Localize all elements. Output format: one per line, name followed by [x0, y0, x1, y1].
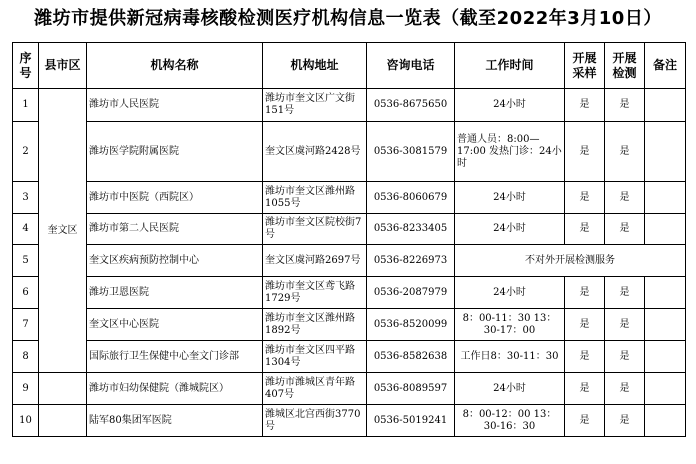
cell-phone: 0536-8089597 [367, 373, 455, 405]
cell-sampling: 是 [565, 373, 605, 405]
cell-name: 奎文区疾病预防控制中心 [87, 245, 263, 277]
cell-address: 奎文区虞河路2428号 [263, 122, 367, 182]
cell-name: 奎文区中心医院 [87, 309, 263, 341]
cell-hours: 24小时 [455, 89, 565, 122]
cell-county [39, 405, 87, 437]
cell-seq: 6 [13, 277, 39, 309]
table-row [13, 182, 686, 214]
cell-name: 潍坊市第二人民医院 [87, 214, 263, 245]
table-row [13, 214, 686, 245]
cell-note [645, 214, 686, 245]
header-hours: 工作时间 [455, 43, 565, 89]
cell-sampling: 是 [565, 341, 605, 373]
cell-sampling: 是 [565, 309, 605, 341]
cell-testing: 是 [605, 341, 645, 373]
table-row [13, 122, 686, 182]
cell-sampling: 是 [565, 89, 605, 122]
cell-phone: 0536-8675650 [367, 89, 455, 122]
table-row [13, 341, 686, 373]
cell-testing: 是 [605, 405, 645, 437]
cell-seq: 5 [13, 245, 39, 277]
cell-name: 潍坊市妇幼保健院（潍城院区） [87, 373, 263, 405]
cell-hours: 工作日8：30-11：30 [455, 341, 565, 373]
cell-name: 潍坊卫恩医院 [87, 277, 263, 309]
cell-note [645, 277, 686, 309]
header-testing: 开展检测 [605, 43, 645, 89]
cell-seq: 4 [13, 214, 39, 245]
cell-sampling: 是 [565, 214, 605, 245]
cell-address: 潍城区北宫西街3770号 [263, 405, 367, 437]
cell-phone: 0536-5019241 [367, 405, 455, 437]
cell-seq: 2 [13, 122, 39, 182]
cell-seq: 8 [13, 341, 39, 373]
header-name: 机构名称 [87, 43, 263, 89]
cell-county-group: 奎文区 [39, 89, 87, 373]
cell-testing: 是 [605, 214, 645, 245]
cell-address: 潍坊市奎文区四平路1304号 [263, 341, 367, 373]
header-note: 备注 [645, 43, 686, 89]
cell-address: 奎文区虞河路2697号 [263, 245, 367, 277]
cell-phone: 0536-8226973 [367, 245, 455, 277]
cell-note [645, 405, 686, 437]
cell-phone: 0536-8060679 [367, 182, 455, 214]
cell-phone: 0536-8520099 [367, 309, 455, 341]
header-sampling: 开展采样 [565, 43, 605, 89]
cell-seq: 9 [13, 373, 39, 405]
cell-address: 潍坊市潍城区青年路407号 [263, 373, 367, 405]
cell-seq: 10 [13, 405, 39, 437]
cell-seq: 3 [13, 182, 39, 214]
cell-hours: 24小时 [455, 214, 565, 245]
header-seq: 序号 [13, 43, 39, 89]
cell-hours: 24小时 [455, 277, 565, 309]
cell-phone: 0536-8582638 [367, 341, 455, 373]
cell-sampling: 是 [565, 277, 605, 309]
cell-address: 潍坊市奎文区鸢飞路1729号 [263, 277, 367, 309]
cell-phone: 0536-2087979 [367, 277, 455, 309]
cell-sampling: 是 [565, 182, 605, 214]
cell-hours: 8：00-12：00 13：30-16：30 [455, 405, 565, 437]
cell-name: 陆军80集团军医院 [87, 405, 263, 437]
cell-hours: 8：00-11：30 13：30-17：00 [455, 309, 565, 341]
header-county: 县市区 [39, 43, 87, 89]
table-row [13, 405, 686, 437]
cell-seq: 7 [13, 309, 39, 341]
cell-hours: 24小时 [455, 373, 565, 405]
header-row [13, 43, 686, 89]
cell-seq: 1 [13, 89, 39, 122]
cell-service-note: 不对外开展检测服务 [455, 245, 686, 277]
cell-note [645, 341, 686, 373]
cell-testing: 是 [605, 373, 645, 405]
cell-note [645, 122, 686, 182]
cell-county [39, 373, 87, 405]
cell-phone: 0536-3081579 [367, 122, 455, 182]
cell-name: 潍坊市人民医院 [87, 89, 263, 122]
cell-name: 潍坊市中医院（西院区） [87, 182, 263, 214]
cell-hours: 普通人员：8:00—17:00 发热门诊：24小时 [455, 122, 565, 182]
cell-name: 国际旅行卫生保健中心奎文门诊部 [87, 341, 263, 373]
cell-sampling: 是 [565, 405, 605, 437]
cell-address: 潍坊市奎文区广文街151号 [263, 89, 367, 122]
table-row [13, 373, 686, 405]
table-row [13, 277, 686, 309]
cell-testing: 是 [605, 277, 645, 309]
page-title: 潍坊市提供新冠病毒核酸检测医疗机构信息一览表（截至2022年3月10日） [34, 8, 662, 29]
header-phone: 咨询电话 [367, 43, 455, 89]
cell-note [645, 182, 686, 214]
institution-table [12, 42, 686, 437]
cell-address: 潍坊市奎文区潍州路1892号 [263, 309, 367, 341]
header-address: 机构地址 [263, 43, 367, 89]
cell-address: 潍坊市奎文区潍州路1055号 [263, 182, 367, 214]
table-row [13, 309, 686, 341]
cell-testing: 是 [605, 89, 645, 122]
cell-testing: 是 [605, 122, 645, 182]
cell-hours: 24小时 [455, 182, 565, 214]
cell-testing: 是 [605, 309, 645, 341]
cell-note [645, 89, 686, 122]
cell-note [645, 373, 686, 405]
table-row [13, 89, 686, 122]
cell-note [645, 309, 686, 341]
table-row [13, 245, 686, 277]
cell-phone: 0536-8233405 [367, 214, 455, 245]
cell-testing: 是 [605, 182, 645, 214]
cell-name: 潍坊医学院附属医院 [87, 122, 263, 182]
cell-address: 潍坊市奎文区院校街7号 [263, 214, 367, 245]
cell-sampling: 是 [565, 122, 605, 182]
